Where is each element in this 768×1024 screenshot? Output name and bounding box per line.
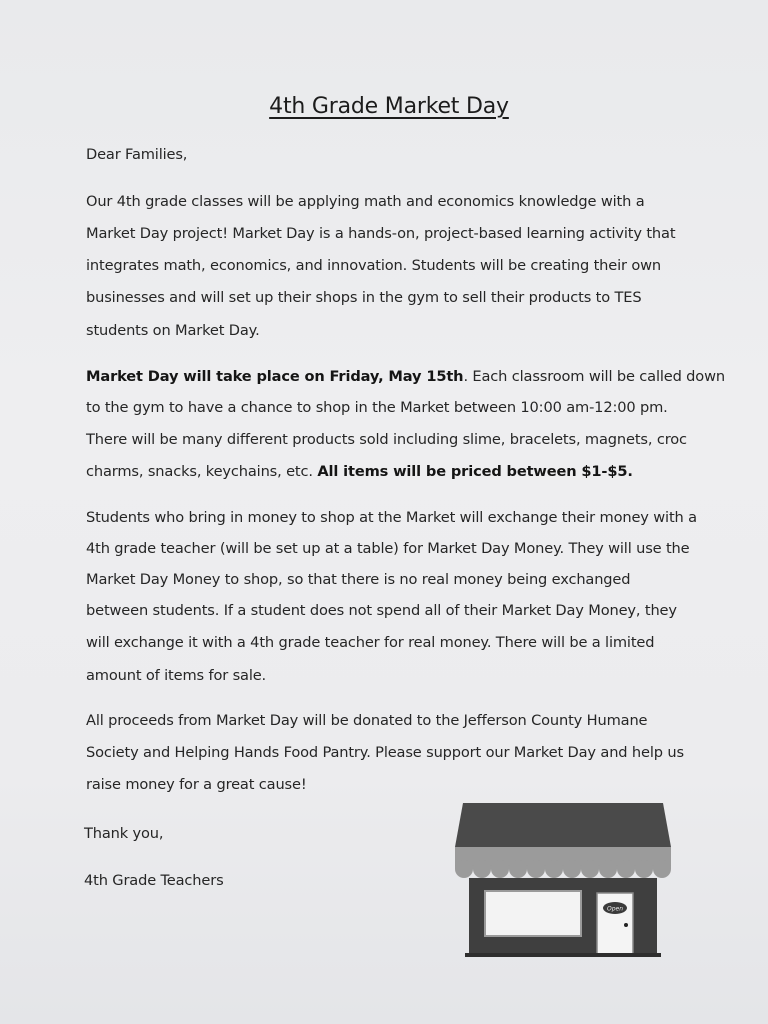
paragraph-4-line-3: raise money for a great cause! (86, 776, 307, 793)
paragraph-2-line-4-start: charms, snacks, keychains, etc. (86, 463, 318, 480)
paragraph-1-line-5: students on Market Day. (86, 322, 260, 339)
paragraph-2-line-1-rest: . Each classroom will be called down (463, 368, 725, 385)
door-knob (624, 923, 628, 927)
open-sign-text: Open (606, 905, 624, 913)
storefront-window (485, 891, 581, 936)
paragraph-2-line-3: There will be many different products sold including slime, bracelets, magnets, croc (86, 431, 687, 448)
paragraph-1-line-4: businesses and will set up their shops in the gym to sell their products to TES (86, 289, 642, 306)
event-date-text: Market Day will take place on Friday, May 15th (86, 368, 464, 385)
paragraph-1-line-2: Market Day project! Market Day is a hands-on, project-based learning activity that (86, 225, 676, 242)
paragraph-1-line-3: integrates math, economics, and innovation. Students will be creating their own (86, 257, 662, 274)
paragraph-4-line-2: Society and Helping Hands Food Pantry. Please support our Market Day and help us (86, 744, 684, 761)
paragraph-1-line-1: Our 4th grade classes will be applying math and economics knowledge with a (86, 193, 645, 210)
storefront-roof (455, 803, 671, 847)
paragraph-3-line-3: Market Day Money to shop, so that there is no real money being exchanged (86, 571, 631, 588)
paragraph-2-line-2: to the gym to have a chance to shop in the Market between 10:00 am-12:00 pm. (86, 399, 668, 416)
paragraph-3-line-5: will exchange it with a 4th grade teacher for real money. There will be a limited (86, 634, 655, 651)
paragraph-3-line-4: between students. If a student does not spend all of their Market Day Money, they (86, 602, 677, 619)
paragraph-3-line-2: 4th grade teacher (will be set up at a table) for Market Day Money. They will use the (86, 540, 690, 557)
storefront-icon (455, 803, 673, 958)
storefront-base (465, 953, 661, 957)
paragraph-3-line-1: Students who bring in money to shop at the Market will exchange their money with a (86, 509, 697, 526)
paragraph-3-line-6: amount of items for sale. (86, 667, 267, 684)
paragraph-2-line-1 (86, 368, 725, 385)
closing: Thank you, (84, 825, 164, 842)
paragraph-2-line-4 (86, 463, 633, 480)
signature: 4th Grade Teachers (84, 872, 224, 889)
greeting: Dear Families, (86, 146, 188, 163)
price-range-text: All items will be priced between $1-$5. (317, 463, 633, 480)
paragraph-4-line-1: All proceeds from Market Day will be donated to the Jefferson County Humane (86, 712, 648, 729)
letter-title: 4th Grade Market Day (269, 94, 509, 119)
